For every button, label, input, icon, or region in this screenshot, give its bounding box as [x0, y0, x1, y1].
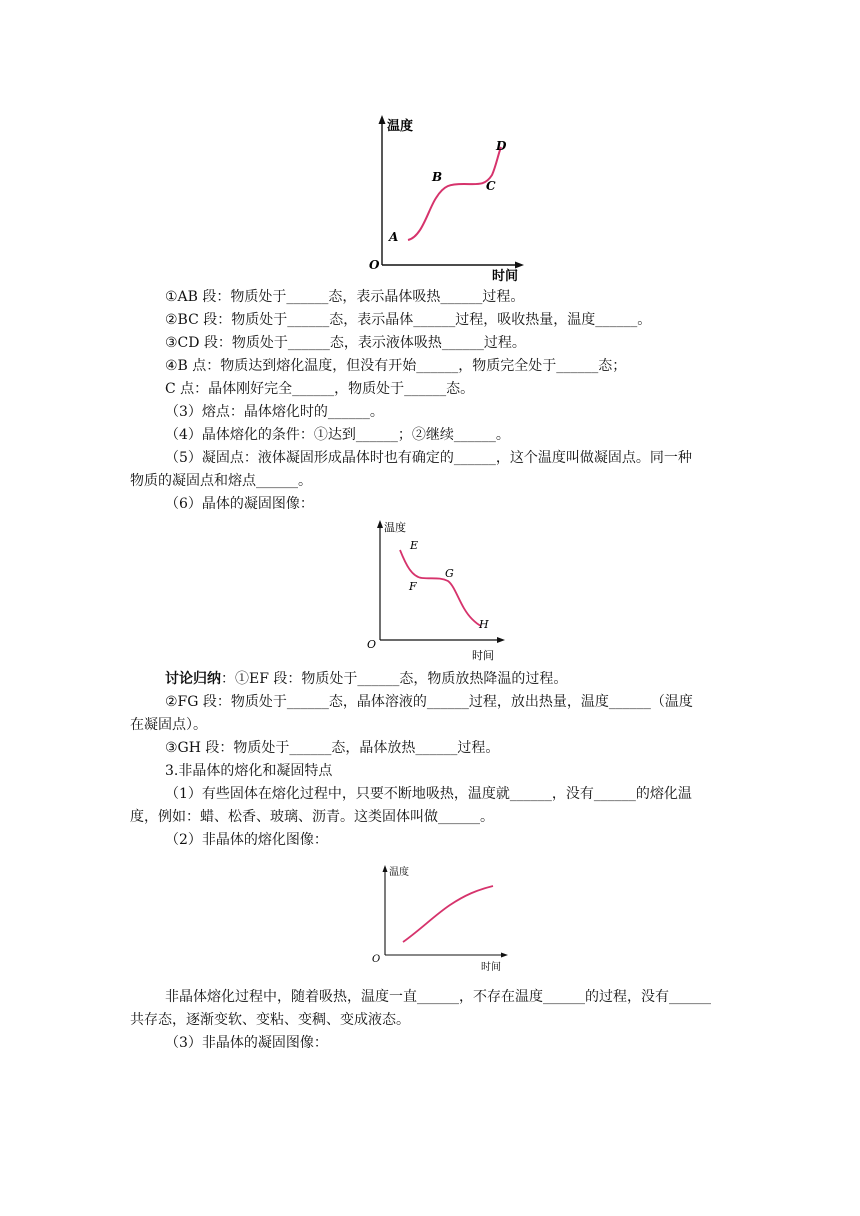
y-axis-label: 温度 [384, 521, 406, 534]
text-cd-segment: ③CD 段：物质处于______态，表示液体吸热______过程。 [165, 335, 526, 351]
crystal-freezing-chart [360, 515, 510, 665]
point-label-c: C [486, 179, 496, 193]
text-ab-segment: ①AB 段：物质处于______态，表示晶体吸热______过程。 [165, 289, 525, 305]
x-axis-arrow [497, 637, 505, 643]
text-amorphous-melting-heading: （2）非晶体的熔化图像： [165, 832, 328, 848]
text-ef-segment [165, 669, 567, 689]
text-fg-segment-2: 在凝固点）。 [130, 717, 207, 733]
point-label-b: B [432, 170, 443, 184]
discussion-label: 讨论归纳 [165, 671, 221, 687]
text-amorphous-definition-1: （1）有些固体在熔化过程中，只要不断地吸热，温度就______，没有______的熔化温 [165, 786, 692, 802]
origin-label: O [369, 258, 380, 272]
crystal-melting-chart [360, 110, 530, 285]
origin-label: O [372, 954, 381, 965]
text-gh-segment: ③GH 段：物质处于______态，晶体放热______过程。 [165, 740, 500, 756]
y-axis-label: 温度 [389, 867, 409, 878]
y-axis-arrow [377, 520, 383, 528]
text-bc-segment: ②BC 段：物质处于______态，表示晶体______过程，吸收热量，温度______。 [165, 312, 652, 328]
text-freezing-point-1: （5）凝固点：液体凝固形成晶体时也有确定的______，这个温度叫做凝固点。同一种 [165, 450, 692, 466]
x-axis-arrow [501, 953, 508, 958]
text-freezing-point-2: 物质的凝固点和熔点______。 [130, 473, 312, 489]
x-axis-label: 时间 [472, 649, 494, 662]
text-amorphous-definition-2: 度，例如：蜡、松香、玻璃、沥青。这类固体叫做______。 [130, 809, 494, 825]
y-axis-label: 温度 [387, 119, 414, 134]
text-amorphous-freezing-heading: （3）非晶体的凝固图像： [165, 1035, 328, 1051]
section-heading-amorphous: 3.非晶体的熔化和凝固特点 [165, 763, 333, 779]
amorphous-melting-chart [365, 860, 515, 975]
text-ef-body: ：①EF 段：物质处于______态，物质放热降温的过程。 [221, 671, 568, 687]
x-axis-label: 时间 [492, 269, 519, 284]
point-label-a: A [389, 230, 399, 244]
text-melting-point: （3）熔点：晶体熔化时的______。 [165, 404, 384, 420]
y-axis-arrow [379, 115, 386, 124]
point-label-e: E [410, 539, 419, 552]
point-label-f: F [409, 580, 417, 593]
point-label-h: H [479, 618, 489, 631]
melting-curve [408, 147, 501, 240]
point-label-g: G [445, 567, 454, 580]
origin-label: O [367, 638, 377, 651]
text-amorphous-process-2: 共存态，逐渐变软、变粘、变稠、变成液态。 [130, 1012, 410, 1028]
text-crystal-freezing-heading: （6）晶体的凝固图像： [165, 496, 314, 512]
point-label-d: D [496, 139, 507, 153]
x-axis-label: 时间 [481, 962, 501, 973]
text-melting-conditions: （4）晶体熔化的条件：①达到______；②继续______。 [165, 427, 510, 443]
text-amorphous-process-1: 非晶体熔化过程中，随着吸热，温度一直______，不存在温度______的过程，没有______ [165, 989, 711, 1005]
y-axis-arrow [383, 865, 388, 872]
text-c-point: C 点：晶体刚好完全______，物质处于______态。 [165, 381, 475, 397]
amorphous-curve [403, 886, 493, 942]
x-axis-arrow [515, 262, 524, 269]
text-b-point: ④B 点：物质达到熔化温度，但没有开始______，物质完全处于______态； [165, 358, 627, 374]
text-fg-segment-1: ②FG 段：物质处于______态，晶体溶液的______过程，放出热量，温度______（温度 [165, 694, 693, 710]
